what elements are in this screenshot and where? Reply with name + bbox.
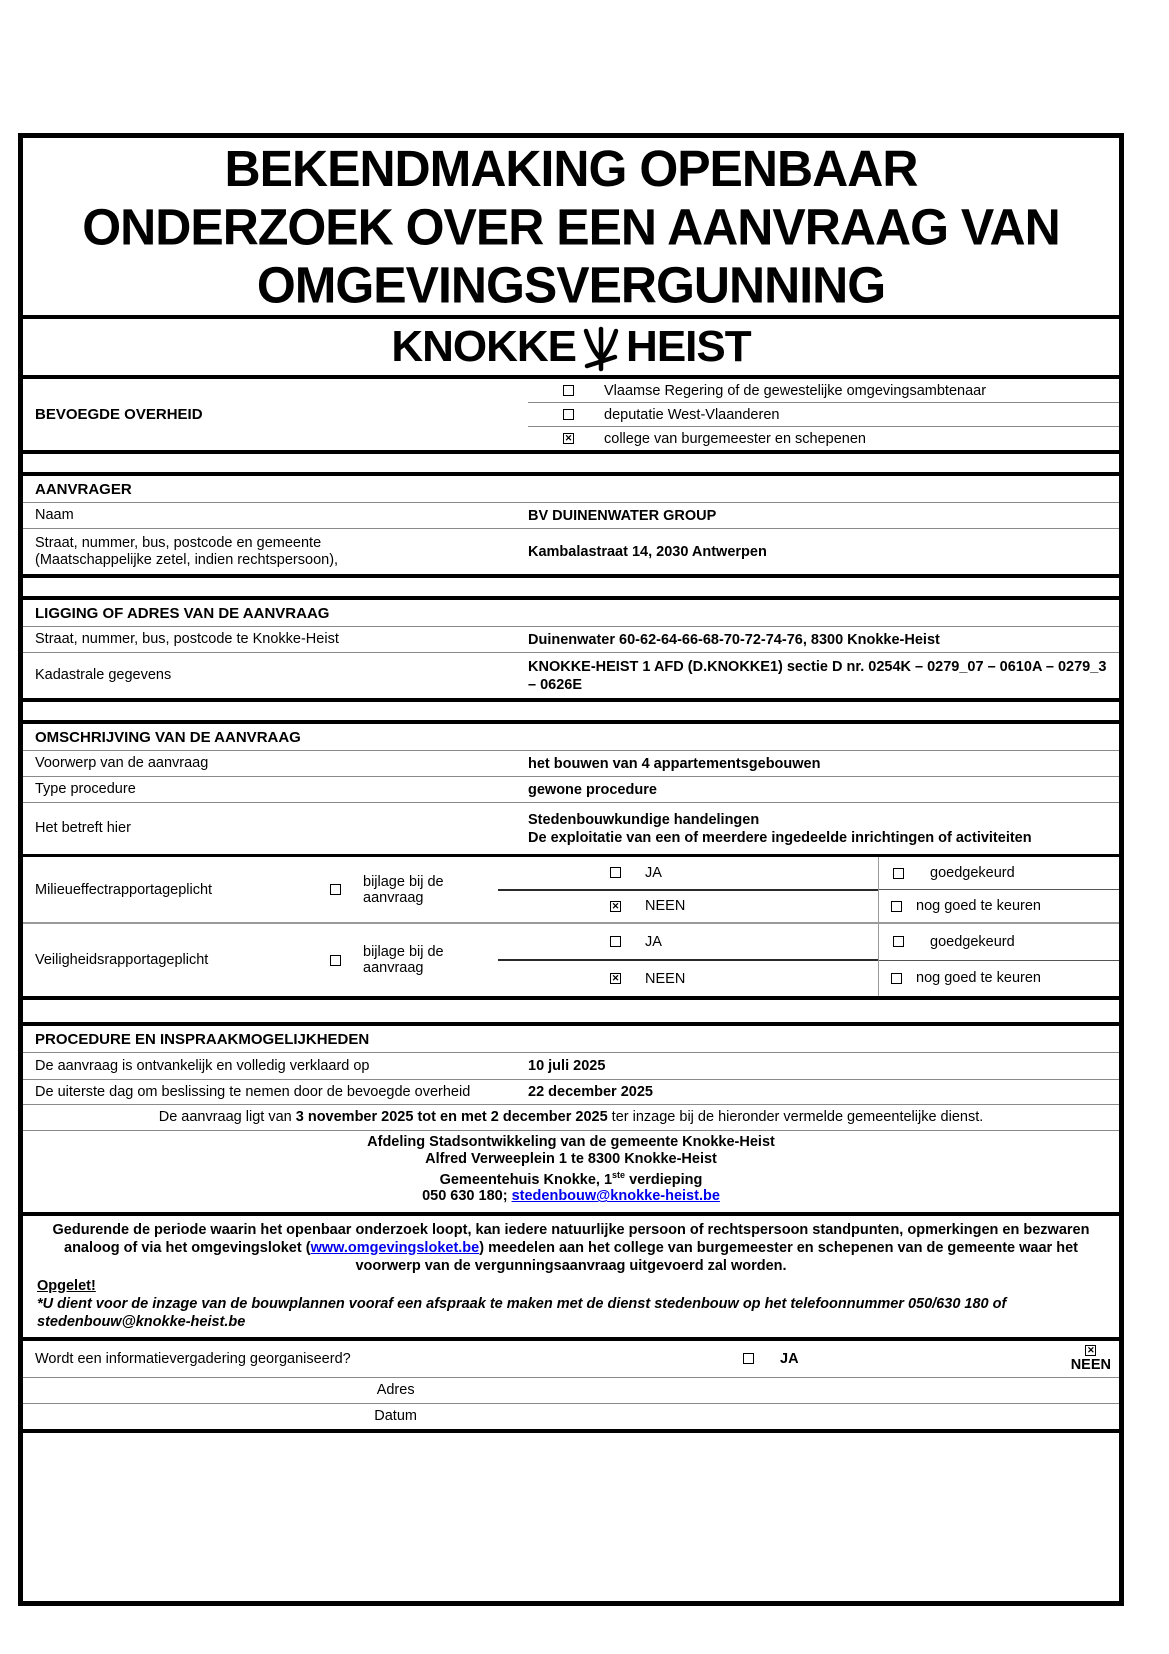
omgevingsloket-link[interactable]: www.omgevingsloket.be xyxy=(310,1239,480,1256)
checkbox-veiligheid-nog[interactable] xyxy=(891,973,902,984)
veiligheid-nog-row xyxy=(879,961,1119,997)
procedure-header: PROCEDURE EN INSPRAAKMOGELIJKHEDEN xyxy=(23,1022,1119,1052)
betreft-value xyxy=(528,808,1119,850)
voorwerp-value: het bouwen van 4 appartementsgebouwen xyxy=(528,755,821,772)
milieu-goedkeuring xyxy=(878,857,1119,922)
aanvrager-adres-value: Kambalastraat 14, 2030 Antwerpen xyxy=(528,543,767,560)
ligging-straat-label: Straat, nummer, bus, postcode te Knokke-Heist xyxy=(35,631,339,647)
vergadering-datum-row xyxy=(23,1403,1119,1429)
title-line-1: BEKENDMAKING OPENBAAR xyxy=(224,140,918,198)
checkbox-college[interactable] xyxy=(563,433,574,444)
informatievergadering-neen-label: NEEN xyxy=(1070,1356,1111,1373)
spacer xyxy=(23,698,1119,720)
uiterste-dag-label: De uiterste dag om beslissing te nemen door de bevoegde overheid xyxy=(35,1083,471,1100)
betreft-label: Het betreft hier xyxy=(35,820,131,836)
type-procedure-row xyxy=(23,776,1119,802)
spacer xyxy=(23,450,1119,472)
veiligheid-neen-row xyxy=(498,961,878,996)
naam-row xyxy=(23,502,1119,528)
option-deputatie xyxy=(528,402,1119,426)
milieu-bijlage-label: bijlage bij de aanvraag xyxy=(363,873,444,906)
ontvankelijk-value: 10 juli 2025 xyxy=(528,1058,606,1074)
adres-label-line-2: (Maatschappelijke zetel, indien rechtspersoon), xyxy=(35,551,339,568)
page-title xyxy=(23,136,1119,317)
milieu-rapportage-row xyxy=(23,854,1119,922)
veiligheid-ja-label: JA xyxy=(645,933,662,950)
uiterste-dag-value: 22 december 2025 xyxy=(528,1084,653,1100)
voorwerp-row xyxy=(23,750,1119,776)
inspraak-paragraph: Gedurende de periode waarin het openbaar onderzoek loopt, kan iedere natuurlijke persoon of rechtspersoon standpunten, opmerkingen en bezwaren analoog of via het omgevingsloket (www.omgevingsloket.be) meedelen aan het college van burgemeester en schepenen van de gemeente waar het voorwerp van de vergunningsaanvraag uitgevoerd zal worden. xyxy=(52,1221,1090,1274)
milieu-goedgekeurd-row xyxy=(879,857,1119,890)
inspraak-block xyxy=(23,1212,1119,1337)
spacer xyxy=(23,996,1119,1022)
ligging-straat-value: Duinenwater 60-62-64-66-68-70-72-74-76, 8300 Knokke-Heist xyxy=(528,631,940,648)
ontvankelijk-label: De aanvraag is ontvankelijk en volledig verklaard op xyxy=(35,1057,370,1074)
informatievergadering-ja xyxy=(743,1351,799,1367)
milieu-label: Milieueffectrapportageplicht xyxy=(35,881,213,898)
aanvrager-adres-row xyxy=(23,528,1119,574)
kadastrale-value: KNOKKE-HEIST 1 AFD (D.KNOKKE1) sectie D nr. 0254K – 0279_07 – 0610A – 0279_3 – 0626E xyxy=(528,658,1107,693)
omschrijving-header: OMSCHRIJVING VAN DE AANVRAAG xyxy=(23,720,1119,750)
dienst-line-3: Gemeentehuis Knokke, 1ste verdieping xyxy=(439,1170,703,1188)
kadastrale-label: Kadastrale gegevens xyxy=(35,667,172,683)
dienst-line-2: Alfred Verweeplein 1 te 8300 Knokke-Heist xyxy=(425,1150,717,1167)
option-label: Vlaamse Regering of de gewestelijke omgevingsambtenaar xyxy=(604,382,987,399)
superscript-ste: ste xyxy=(612,1170,626,1180)
spacer xyxy=(23,574,1119,596)
type-procedure-label: Type procedure xyxy=(35,781,136,797)
checkbox-informatievergadering-neen[interactable] xyxy=(1085,1345,1096,1356)
betreft-value-line-2: De exploitatie van een of meerdere ingedeelde inrichtingen of activiteiten xyxy=(528,829,1032,846)
title-line-3: OMGEVINGSVERGUNNING xyxy=(256,256,886,314)
informatievergadering-label: Wordt een informatievergadering georganiseerd? xyxy=(35,1350,351,1367)
veiligheid-bijlage-label: bijlage bij de aanvraag xyxy=(363,944,444,976)
ligging-straat-row xyxy=(23,626,1119,652)
betreft-value-line-1: Stedenbouwkundige handelingen xyxy=(528,811,760,828)
inzage-period: 3 november 2025 tot en met 2 december 2025 xyxy=(295,1109,608,1125)
type-procedure-value: gewone procedure xyxy=(528,781,657,798)
stedenbouw-email-link[interactable]: stedenbouw@knokke-heist.be xyxy=(511,1188,720,1205)
checkbox-deputatie[interactable] xyxy=(563,409,574,420)
opgelet-label: Opgelet! xyxy=(37,1277,96,1294)
uiterste-dag-row xyxy=(23,1079,1119,1104)
milieu-ja-label: JA xyxy=(645,864,662,881)
informatievergadering-neen xyxy=(1071,1345,1119,1373)
betreft-row xyxy=(23,802,1119,854)
vergadering-adres-label: Adres xyxy=(376,1381,415,1398)
municipality-logo xyxy=(23,315,1119,375)
veiligheid-neen-label: NEEN xyxy=(645,970,686,987)
milieu-bijlage xyxy=(308,857,498,922)
aanvrager-adres-label xyxy=(23,532,528,572)
naam-label: Naam xyxy=(35,507,74,523)
knokke-heist-logo-icon xyxy=(580,326,622,372)
logo-text-left: KNOKKE xyxy=(391,322,577,371)
announcement-form xyxy=(18,133,1124,1606)
dienst-line-1: Afdeling Stadsontwikkeling van de gemeente Knokke-Heist xyxy=(367,1134,775,1150)
section-bevoegde-overheid xyxy=(23,375,1119,450)
milieu-neen-label: NEEN xyxy=(645,898,686,915)
veiligheid-goedkeuring xyxy=(878,924,1119,996)
inzage-prefix: De aanvraag ligt van xyxy=(158,1109,296,1125)
afspraak-note xyxy=(37,1295,1105,1331)
checkbox-milieu-neen[interactable] xyxy=(610,901,621,912)
checkbox-milieu-bijlage[interactable] xyxy=(330,884,341,895)
title-line-2: ONDERZOEK OVER EEN AANVRAAG VAN xyxy=(82,198,1060,256)
milieu-ja-neen xyxy=(498,857,878,922)
veiligheid-nog-label: nog goed te keuren xyxy=(916,970,1041,987)
milieu-nog-label: nog goed te keuren xyxy=(916,898,1041,914)
veiligheid-ja-neen xyxy=(498,924,878,996)
veiligheid-bijlage xyxy=(308,924,498,996)
option-label: college van burgemeester en schepenen xyxy=(604,430,866,447)
dienst-line-4: 050 630 180; stedenbouw@knokke-heist.be xyxy=(422,1188,720,1205)
veiligheid-goedgekeurd-row xyxy=(879,924,1119,961)
milieu-ja-row xyxy=(498,857,878,891)
afspraak-note-line-1: *U dient voor de inzage van de bouwplannen vooraf een afspraak te maken met de dienst stedenbouw op het telefoonnummer 050/630 180 of xyxy=(37,1295,1007,1312)
informatievergadering-row xyxy=(23,1337,1119,1377)
checkbox-milieu-ja[interactable] xyxy=(610,867,621,878)
adres-label-line-1: Straat, nummer, bus, postcode en gemeente xyxy=(35,534,322,551)
ligging-header: LIGGING OF ADRES VAN DE AANVRAAG xyxy=(23,596,1119,626)
checkbox-informatievergadering-ja[interactable] xyxy=(743,1353,754,1364)
checkbox-milieu-nog[interactable] xyxy=(891,901,902,912)
naam-value: BV DUINENWATER GROUP xyxy=(528,507,717,524)
vergadering-adres-row xyxy=(23,1377,1119,1403)
checkbox-veiligheid-ja[interactable] xyxy=(610,936,621,947)
ter-inzage-line xyxy=(23,1104,1119,1130)
vergadering-datum-label: Datum xyxy=(374,1407,417,1424)
checkbox-veiligheid-bijlage[interactable] xyxy=(330,955,341,966)
kadastrale-row xyxy=(23,652,1119,698)
voorwerp-label: Voorwerp van de aanvraag xyxy=(35,755,209,771)
veiligheid-rapportage-row xyxy=(23,922,1119,996)
milieu-nog-row xyxy=(879,890,1119,922)
veiligheid-goedgekeurd-label: goedgekeurd xyxy=(930,933,1015,950)
logo-text-right: HEIST xyxy=(626,322,751,371)
bevoegde-overheid-label: BEVOEGDE OVERHEID xyxy=(35,406,203,423)
aanvrager-header: AANVRAGER xyxy=(23,472,1119,502)
gemeentelijke-dienst-block xyxy=(23,1130,1119,1212)
checkbox-veiligheid-neen[interactable] xyxy=(610,973,621,984)
informatievergadering-ja-label: JA xyxy=(780,1350,799,1367)
veiligheid-ja-row xyxy=(498,924,878,961)
option-label: deputatie West-Vlaanderen xyxy=(604,406,780,423)
option-vlaamse-regering xyxy=(528,379,1119,402)
checkbox-veiligheid-goedgekeurd[interactable] xyxy=(893,936,904,947)
milieu-goedgekeurd-label: goedgekeurd xyxy=(930,865,1015,881)
bevoegde-overheid-options xyxy=(528,379,1119,450)
empty-footer-area xyxy=(23,1429,1119,1601)
checkbox-milieu-goedgekeurd[interactable] xyxy=(893,868,904,879)
inzage-suffix: ter inzage bij de hieronder vermelde gemeentelijke dienst. xyxy=(607,1109,984,1125)
afspraak-note-line-2: stedenbouw@knokke-heist.be xyxy=(37,1313,246,1330)
veiligheid-label: Veiligheidsrapportageplicht xyxy=(35,952,209,968)
ontvankelijk-row xyxy=(23,1052,1119,1079)
option-college xyxy=(528,426,1119,450)
milieu-neen-row xyxy=(498,891,878,923)
checkbox-vlaamse-regering[interactable] xyxy=(563,385,574,396)
